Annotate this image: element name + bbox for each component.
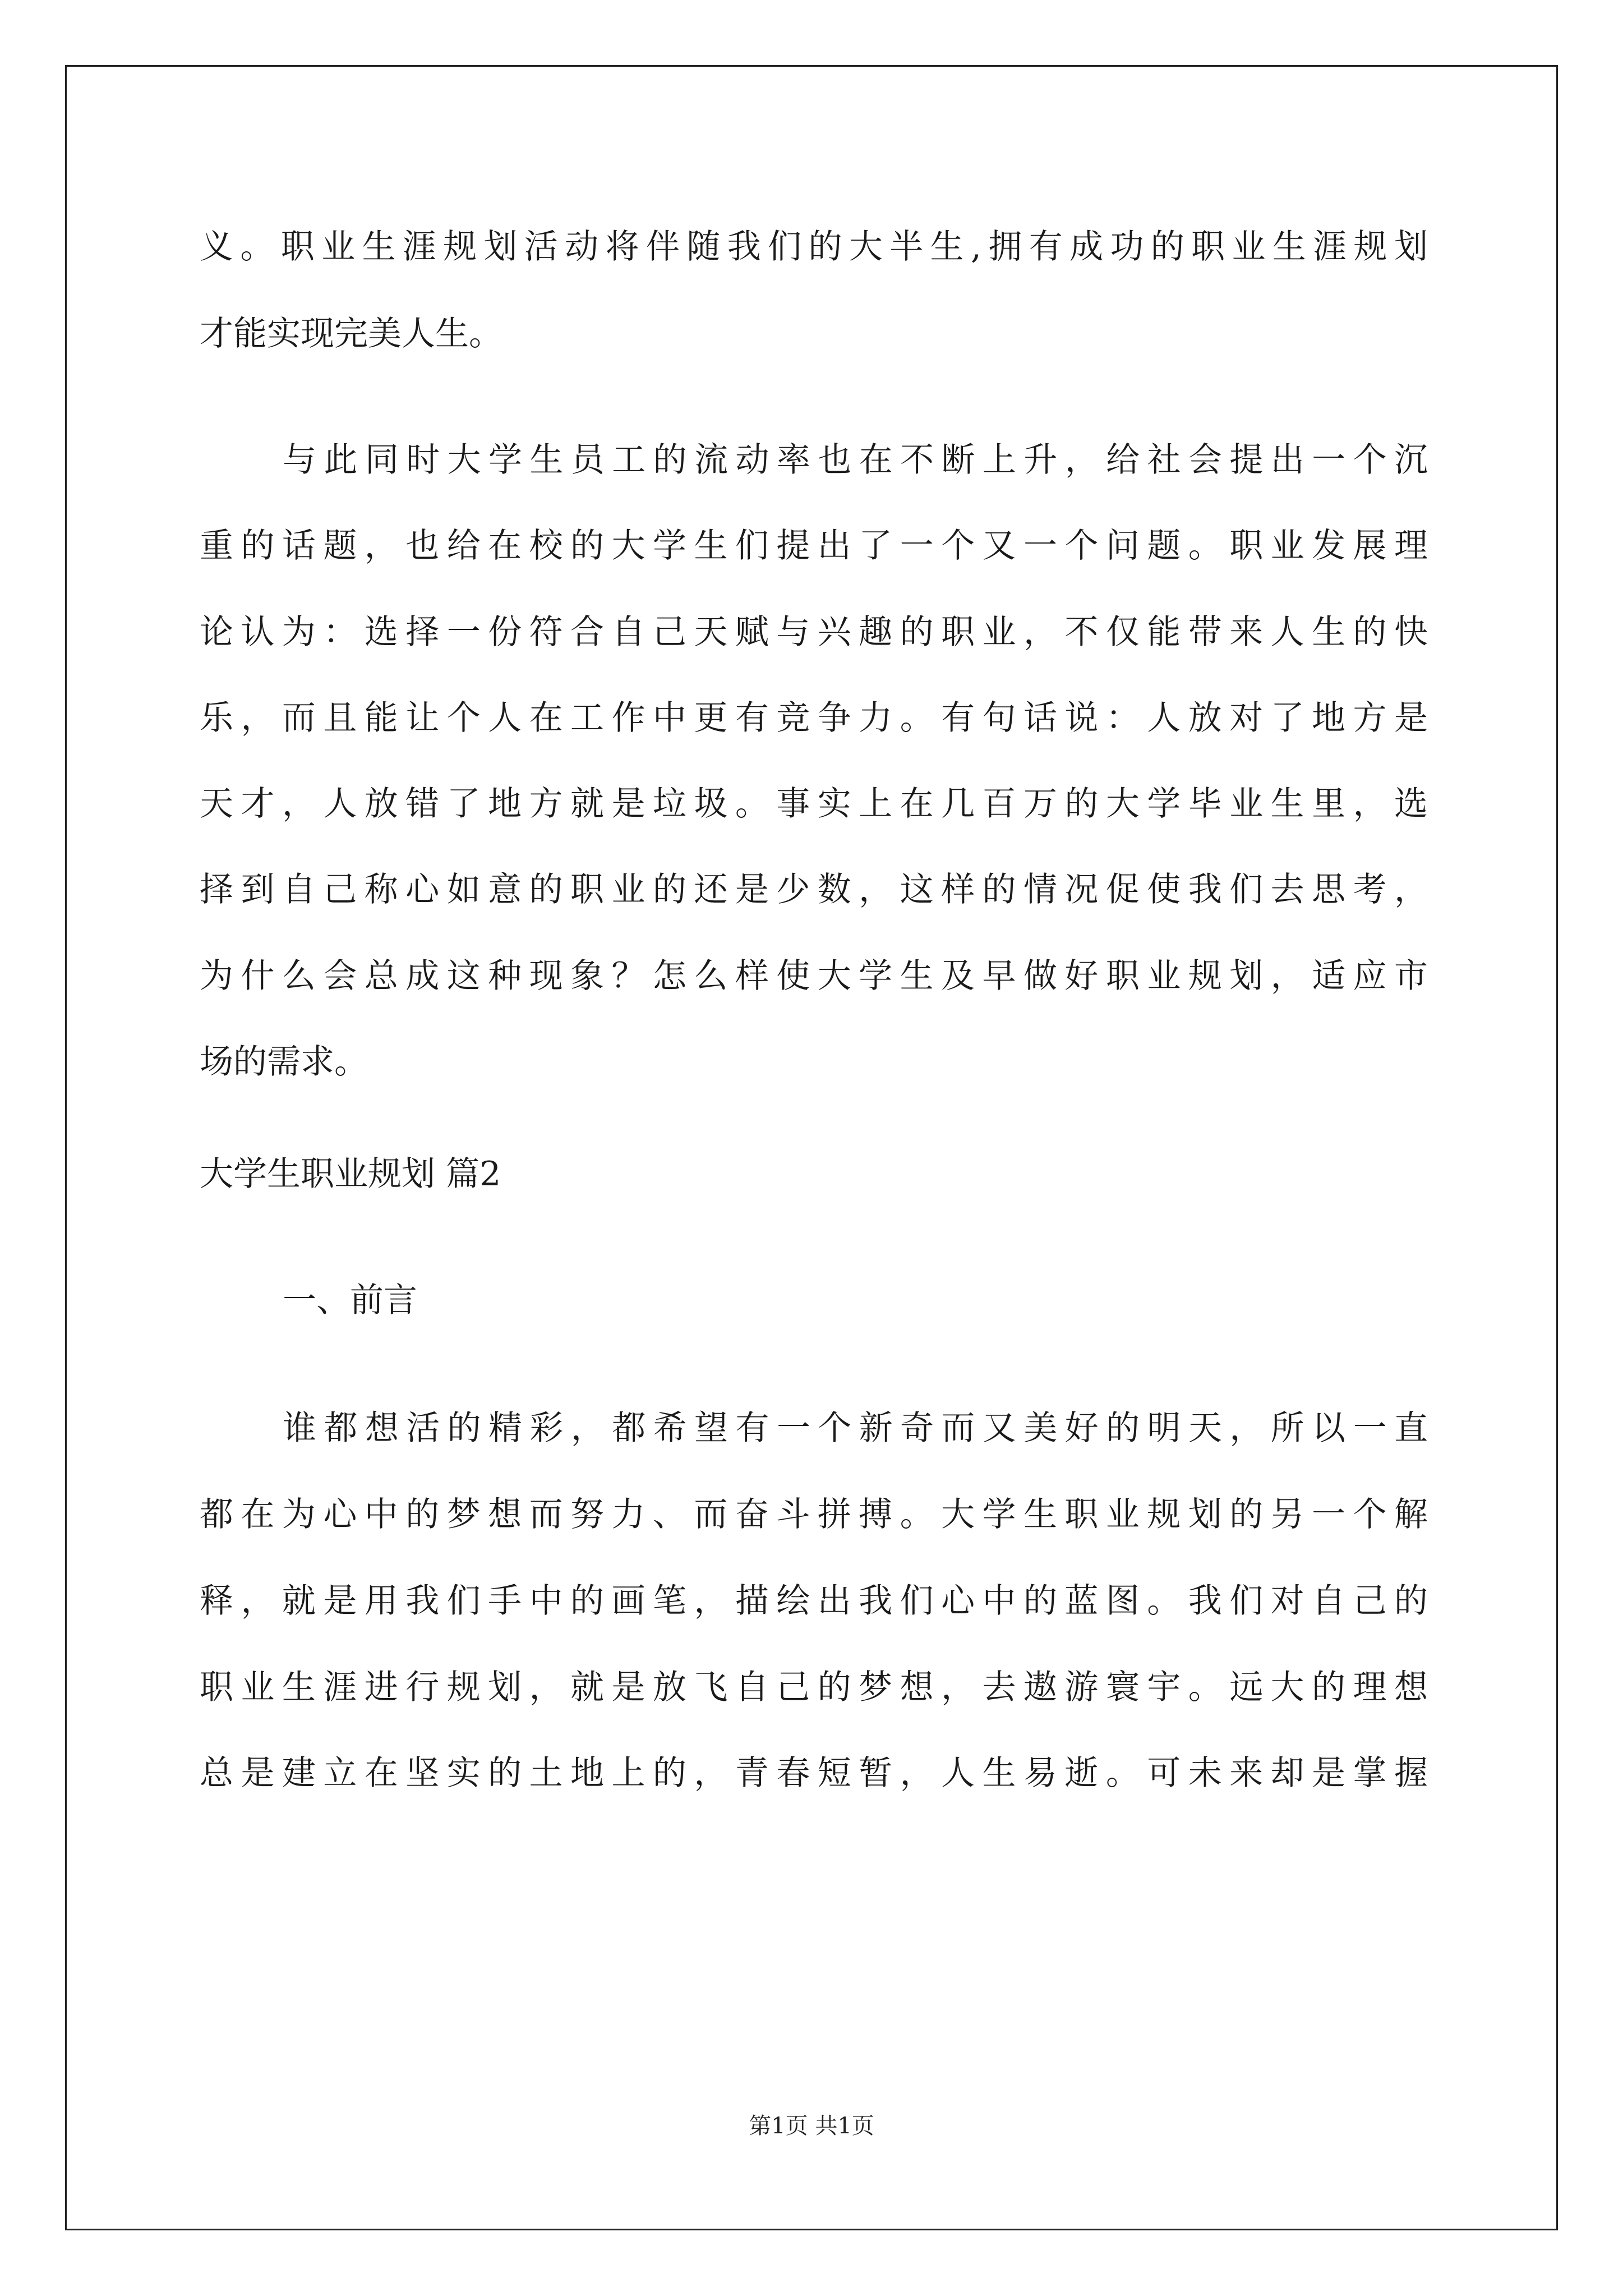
- paragraph-line: 都在为心中的梦想而努力、而奋斗拼搏。大学生职业规划的另一个解: [200, 1495, 1428, 1534]
- paragraph-line: 与此同时大学生员工的流动率也在不断上升，给社会提出一个沉: [283, 440, 1428, 480]
- page-footer: 第1页 共1页: [749, 2113, 874, 2139]
- paragraph-line: 论认为：选择一份符合自己天赋与兴趣的职业，不仅能带来人生的快: [200, 613, 1428, 652]
- paragraph-line: 乐，而且能让个人在工作中更有竞争力。有句话说：人放对了地方是: [200, 698, 1428, 738]
- paragraph-line: 职业生涯进行规划，就是放飞自己的梦想，去遨游寰宇。远大的理想: [200, 1668, 1428, 1707]
- paragraph-line: 为什么会总成这种现象？怎么样使大学生及早做好职业规划，适应市: [200, 956, 1428, 996]
- paragraph-line: 义。职业生涯规划活动将伴随我们的大半生,拥有成功的职业生涯规划: [200, 227, 1428, 266]
- paragraph-line: 释，就是用我们手中的画笔，描绘出我们心中的蓝图。我们对自己的: [200, 1581, 1428, 1621]
- paragraph-line: 才能实现完美人生。: [200, 314, 502, 353]
- section-heading: 大学生职业规划 篇2: [200, 1154, 501, 1194]
- paragraph-line: 天才，人放错了地方就是垃圾。事实上在几百万的大学毕业生里，选: [200, 784, 1428, 823]
- paragraph-line: 重的话题，也给在校的大学生们提出了一个又一个问题。职业发展理: [200, 526, 1428, 565]
- paragraph-line: 总是建立在坚实的土地上的，青春短暂，人生易逝。可未来却是掌握: [200, 1754, 1428, 1793]
- paragraph-line: 谁都想活的精彩，都希望有一个新奇而又美好的明天，所以一直: [283, 1409, 1428, 1448]
- paragraph-line: 择到自己称心如意的职业的还是少数，这样的情况促使我们去思考，: [200, 870, 1428, 909]
- paragraph-line: 场的需求。: [200, 1042, 368, 1082]
- subsection-heading: 一、前言: [283, 1281, 417, 1320]
